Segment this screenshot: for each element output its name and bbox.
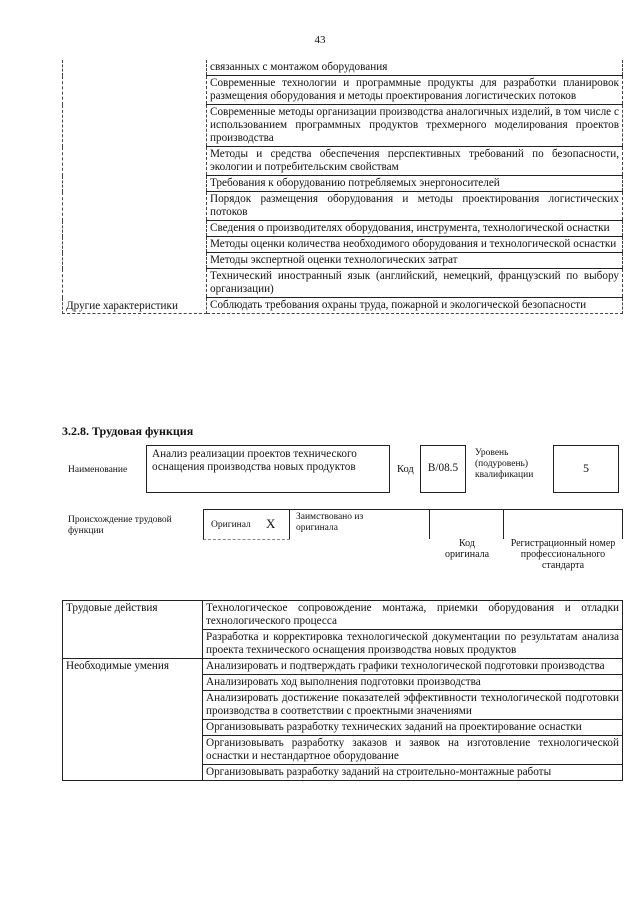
original-cell — [203, 509, 290, 540]
skill-item: Организовывать разработку заказов и заявок на изготовление технологической оснастки и нестандартное оборудование — [203, 736, 623, 765]
original-mark: X — [266, 516, 276, 531]
skill-item: Анализировать достижение показателей эффективности технологической подготовки производства в соответствии с проектными значениями — [203, 691, 623, 720]
knowledge-row: связанных с монтажом оборудования — [207, 60, 623, 76]
knowledge-row: Современные методы организации производства аналогичных изделий, в том числе с использованием программных продуктов трехмерного моделирования проектов производства — [207, 105, 623, 147]
knowledge-table — [62, 60, 623, 314]
name-label: Наименование — [68, 465, 128, 475]
skill-item: Организовывать разработку технических заданий на проектирование оснастки — [203, 720, 623, 736]
skill-item: Организовывать разработку заданий на строительно-монтажные работы — [203, 765, 623, 781]
borrowed-cell — [289, 509, 430, 539]
other-characteristics-label: Другие характеристики — [63, 298, 207, 314]
knowledge-row: Методы экспертной оценки технологических затрат — [207, 253, 623, 269]
action-item: Разработка и корректировка технологической документации по результатам анализа проекта технического оснащения производства новых продуктов — [203, 630, 623, 659]
empty-label-cell — [63, 60, 207, 298]
action-item: Технологическое сопровождение монтажа, приемки оборудования и отладки технологического процесса — [203, 601, 623, 630]
knowledge-row: Требования к оборудованию потребляемых энергоносителей — [207, 176, 623, 192]
origin-label: Происхождение трудовой функции — [68, 515, 172, 536]
knowledge-row: Методы оценки количества необходимого оборудования и технологической оснастки — [207, 237, 623, 253]
code-value-box: В/08.5 — [420, 445, 466, 493]
level-label: Уровень (подуровень) квалификации — [475, 448, 534, 480]
knowledge-row: Сведения о производителях оборудования, инструмента, технологической оснастки — [207, 221, 623, 237]
skill-item: Анализировать и подтверждать графики технологической подготовки производства — [203, 659, 623, 675]
group-label-skills: Необходимые умения — [63, 659, 203, 781]
knowledge-row: Порядок размещения оборудования и методы проектирования логистических потоков — [207, 192, 623, 221]
level-value-box: 5 — [553, 445, 619, 493]
original-label: Оригинал — [211, 520, 251, 530]
group-label-actions: Трудовые действия — [63, 601, 203, 659]
name-value-box: Анализ реализации проектов технического оснащения производства новых продуктов — [146, 445, 390, 493]
function-table — [62, 600, 623, 781]
page-number: 43 — [314, 34, 326, 46]
borrowed-label: Заимствовано из оригинала — [296, 512, 364, 533]
skill-item: Анализировать ход выполнения подготовки производства — [203, 675, 623, 691]
reg-number-label: Регистрационный номер профессионального стандарта — [510, 538, 616, 571]
knowledge-row: Технический иностранный язык (английский, немецкий, французский по выбору организации) — [207, 269, 623, 298]
code-original-label: Код оригинала — [444, 538, 490, 560]
section-title: 3.2.8. Трудовая функция — [62, 424, 194, 438]
code-label: Код — [397, 464, 414, 475]
reg-number-cell — [503, 509, 623, 539]
code-original-cell — [429, 509, 504, 539]
other-characteristics-text: Соблюдать требования охраны труда, пожарной и экологической безопасности — [207, 298, 623, 314]
knowledge-row: Методы и средства обеспечения перспективных требований по безопасности, экологии и потребительским свойствам — [207, 147, 623, 176]
knowledge-row: Современные технологии и программные продукты для разработки планировок размещения оборудования и методы проектирования логистических потоков — [207, 76, 623, 105]
